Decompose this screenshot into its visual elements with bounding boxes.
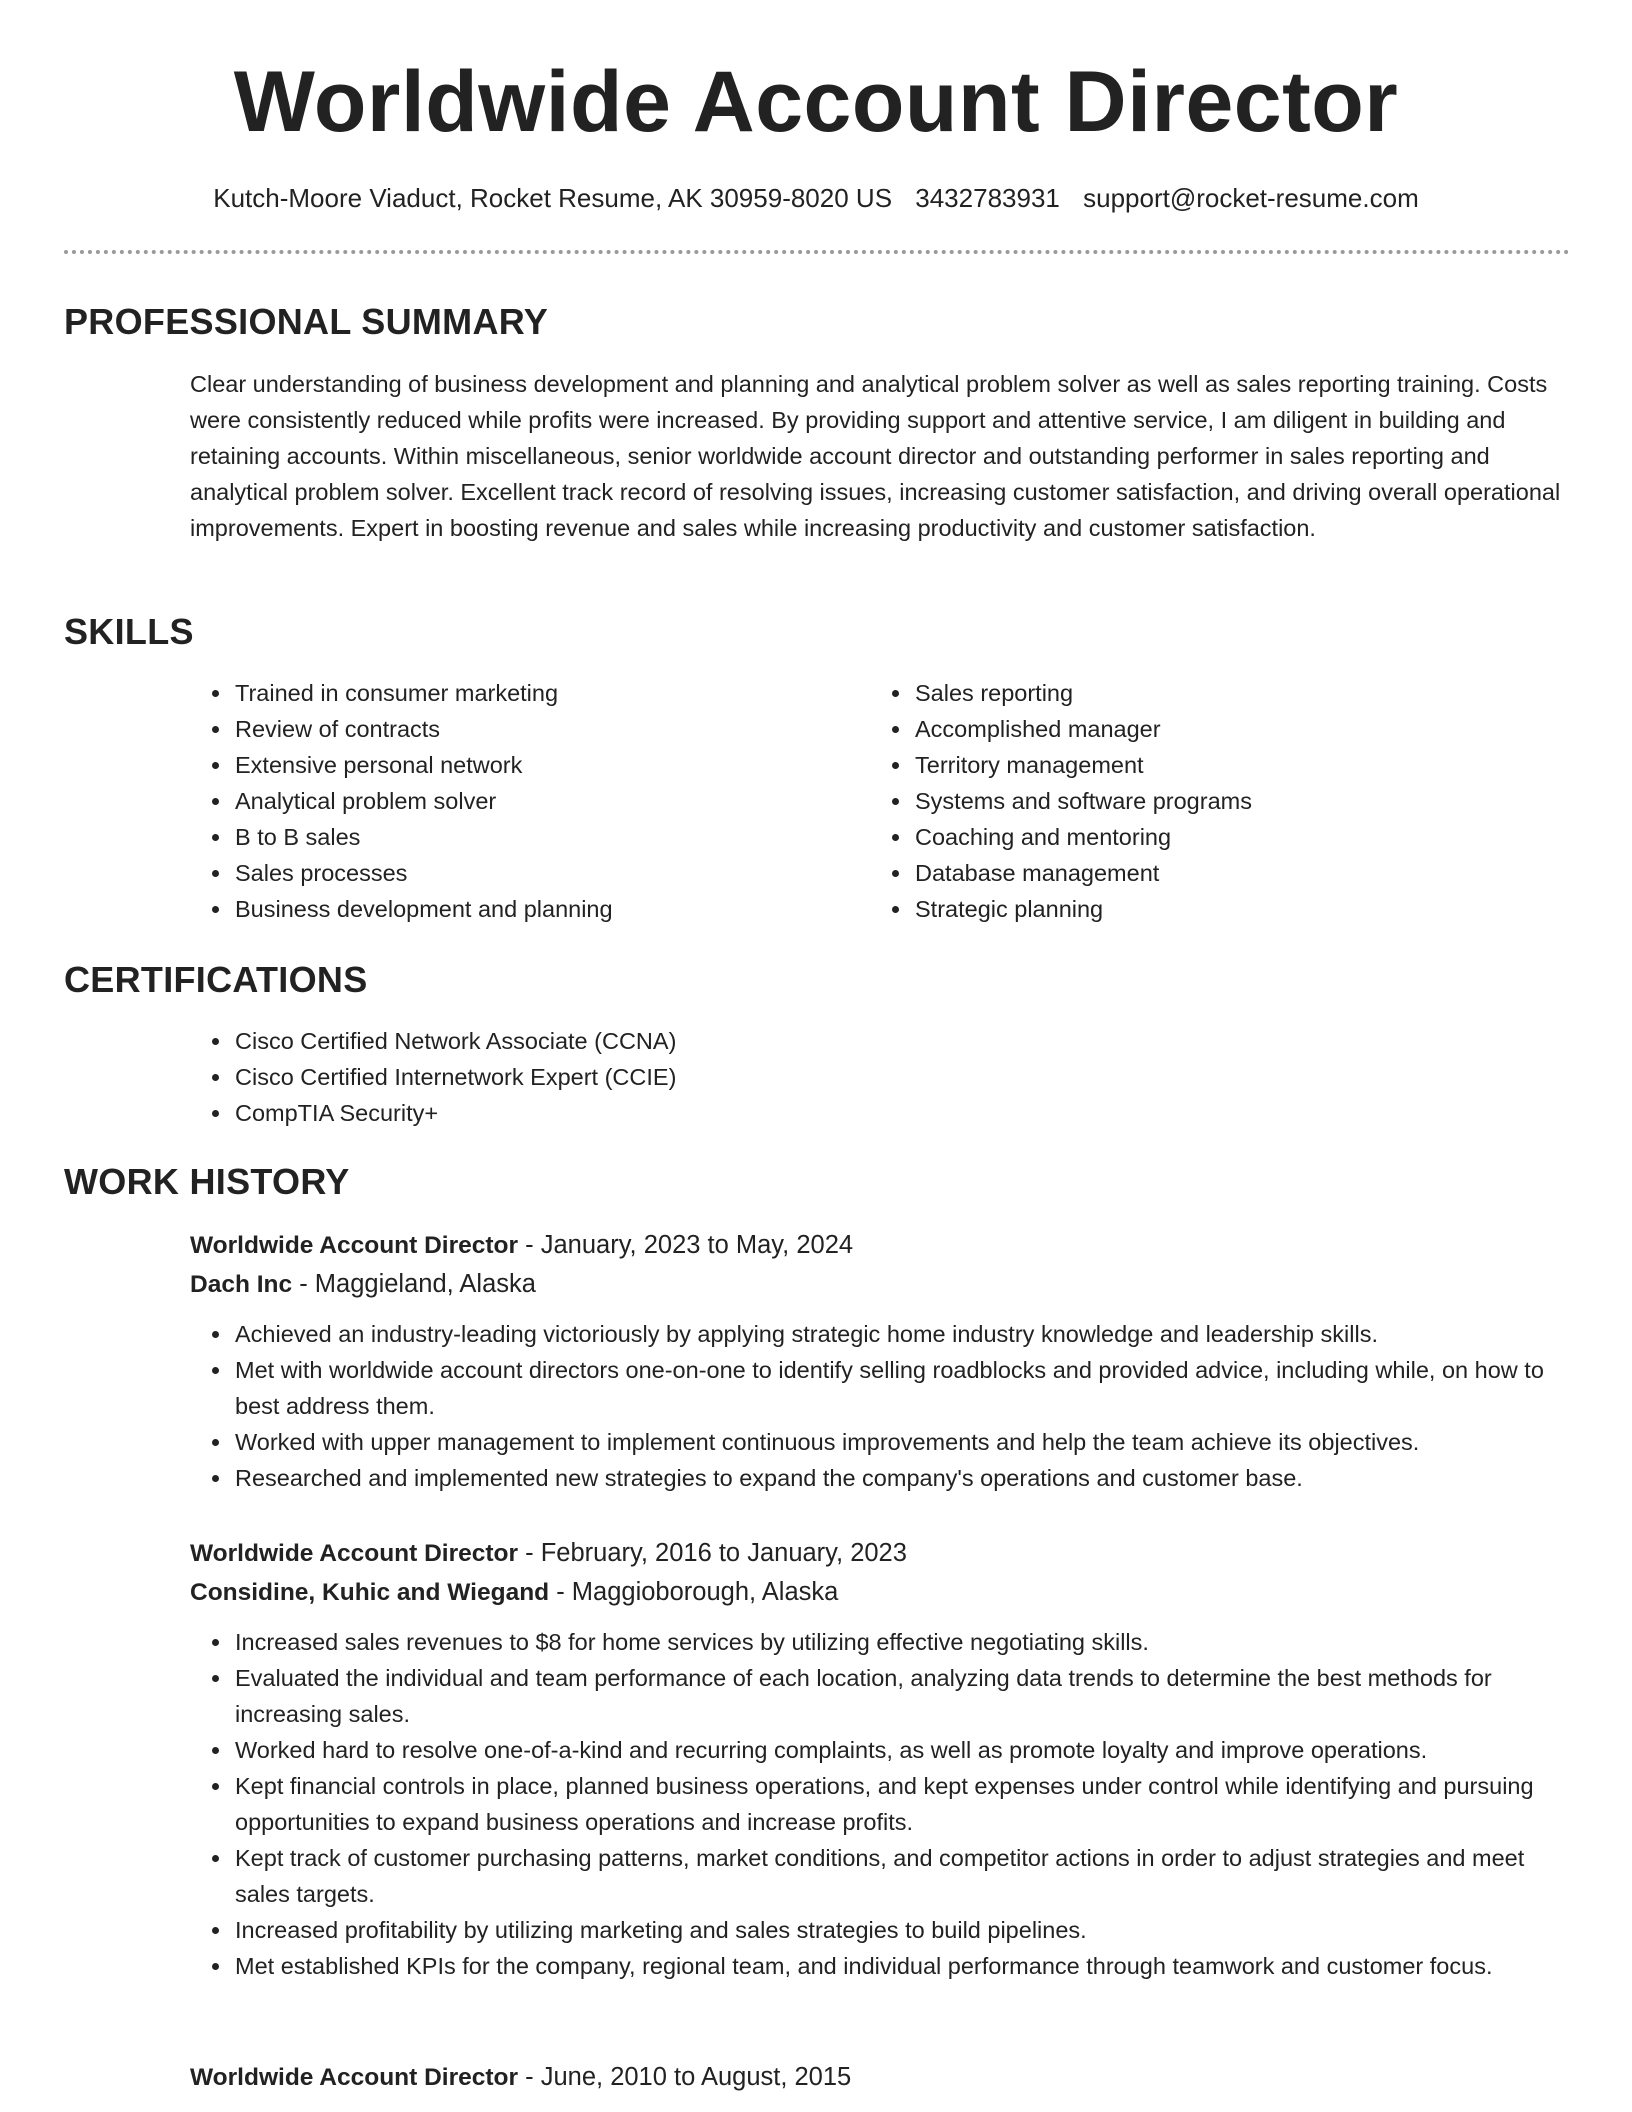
work-history-heading: WORK HISTORY [64, 1161, 350, 1202]
job-bullet: • Achieved an industry-leading victoriously by applying strategic home industry knowledge and leadership skills. [233, 1316, 1580, 1352]
job-bullet: • Researched and implemented new strategies to expand the company's operations and customer base. [233, 1460, 1580, 1496]
job-bullet: • Evaluated the individual and team performance of each location, analyzing data trends to determine the best methods for increasing sales. [233, 1660, 1580, 1732]
skill-item: • Analytical problem solver [233, 783, 830, 819]
resume-title: Worldwide Account Director [233, 54, 1399, 150]
header-divider [64, 250, 1570, 254]
phone-text: 3432783931 [915, 183, 1060, 213]
job-title-line [190, 1226, 1580, 1265]
job-title-line [190, 2058, 1580, 2097]
job-bullet: • Met established KPIs for the company, regional team, and individual performance through teamwork and customer focus. [233, 1948, 1580, 1984]
job-bullet: • Worked hard to resolve one-of-a-kind and recurring complaints, as well as promote loyalty and improve operations. [233, 1732, 1580, 1768]
job-dates: - January, 2023 to May, 2024 [518, 1231, 854, 1259]
email-text: support@rocket-resume.com [1083, 183, 1419, 213]
skill-item: • Trained in consumer marketing [233, 675, 830, 711]
skills-heading: SKILLS [64, 611, 194, 652]
address-text: Kutch-Moore Viaduct, Rocket Resume, AK 30959-8020 US [213, 183, 893, 213]
job-bullet: • Worked with upper management to implement continuous improvements and help the team achieve its objectives. [233, 1424, 1580, 1460]
skills-right-column [870, 675, 1570, 927]
skill-item: • Strategic planning [913, 891, 1570, 927]
job-location: - Maggieland, Alaska [292, 1270, 536, 1298]
skill-item: • Coaching and mentoring [913, 819, 1570, 855]
summary-paragraph: Clear understanding of business development and planning and analytical problem solver as well as sales reporting training. Costs were consistently reduced while profits were increased. By providing support and attentive service, I am diligent in building and retaining accounts. Within miscellaneous, senior worldwide account director and outstanding performer in sales reporting and analytical problem solver. Excellent track record of resolving issues, increasing customer satisfaction, and driving overall operational improvements. Expert in boosting revenue and sales while increasing productivity and customer satisfaction. [190, 371, 1561, 541]
job-company: Considine, Kuhic and Wiegand [190, 1579, 550, 1606]
job-company-line [190, 1265, 1580, 1304]
job-location: - Maggioborough, Alaska [549, 1578, 839, 1606]
job-company-line [190, 1573, 1580, 1612]
job-entry [190, 1534, 1580, 1984]
certification-item: • Cisco Certified Network Associate (CCNA) [233, 1023, 1090, 1059]
job-bullet: • Met with worldwide account directors one-on-one to identify selling roadblocks and provided advice, including while, on how to best address them. [233, 1352, 1580, 1424]
certifications-heading: CERTIFICATIONS [64, 959, 368, 1000]
skill-item: • Sales processes [233, 855, 830, 891]
skill-item: • Territory management [913, 747, 1570, 783]
summary-heading: PROFESSIONAL SUMMARY [64, 301, 549, 342]
contact-line [0, 180, 1632, 216]
job-bullet: • Increased profitability by utilizing marketing and sales strategies to build pipelines. [233, 1912, 1580, 1948]
skill-item: • Business development and planning [233, 891, 830, 927]
certification-item: • CompTIA Security+ [233, 1095, 1090, 1131]
skills-left-column [190, 675, 830, 927]
job-company: Dach Inc [190, 1271, 293, 1298]
job-bullet: • Increased sales revenues to $8 for home services by utilizing effective negotiating skills. [233, 1624, 1580, 1660]
job-title: Worldwide Account Director [190, 1540, 519, 1567]
job-title: Worldwide Account Director [190, 1232, 519, 1259]
certifications-list [190, 1023, 1090, 1131]
job-title: Worldwide Account Director [190, 2064, 519, 2091]
certification-item: • Cisco Certified Internetwork Expert (CCIE) [233, 1059, 1090, 1095]
job-entry [190, 1226, 1580, 1496]
skill-item: • Review of contracts [233, 711, 830, 747]
skill-item: • Accomplished manager [913, 711, 1570, 747]
job-dates: - February, 2016 to January, 2023 [518, 1539, 907, 1567]
skill-item: • B to B sales [233, 819, 830, 855]
skill-item: • Database management [913, 855, 1570, 891]
skill-item: • Extensive personal network [233, 747, 830, 783]
job-dates: - June, 2010 to August, 2015 [518, 2063, 852, 2091]
job-entry [190, 2058, 1580, 2097]
job-title-line [190, 1534, 1580, 1573]
job-bullet: • Kept track of customer purchasing patterns, market conditions, and competitor actions in order to adjust strategies and meet sales targets. [233, 1840, 1580, 1912]
skill-item: • Systems and software programs [913, 783, 1570, 819]
skill-item: • Sales reporting [913, 675, 1570, 711]
job-bullet: • Kept financial controls in place, planned business operations, and kept expenses under control while identifying and pursuing opportunities to expand business operations and increase profits. [233, 1768, 1580, 1840]
